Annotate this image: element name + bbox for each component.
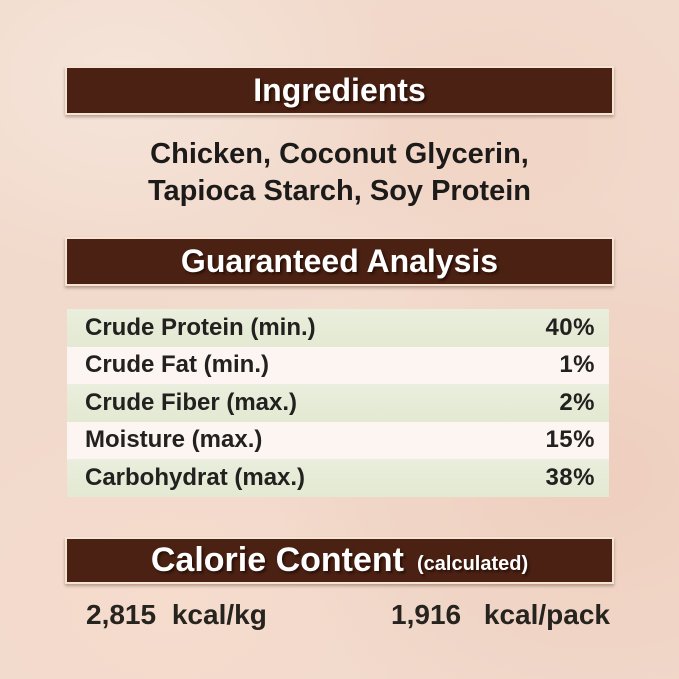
nutrient-value: 2% [559,388,595,416]
table-row [67,384,609,422]
ingredients-header-bar [65,66,614,115]
ingredients-header-title: Ingredients [253,72,426,108]
nutrient-name: Crude Protein (min.) [85,313,316,341]
kcal-per-kg [86,599,267,631]
kcal-per-kg-value: 2,815 [86,599,157,630]
calorie-content-note: (calculated) [416,553,529,575]
kcal-per-kg-unit: kcal/kg [171,599,267,630]
table-row [67,422,609,460]
ingredients-list [0,136,679,210]
nutrient-value: 1% [559,351,595,379]
table-row [67,347,609,385]
nutrient-name: Carbohydrat (max.) [85,463,306,491]
nutrient-value: 40% [545,313,595,341]
calorie-values-row [67,599,612,631]
nutrient-value: 38% [545,463,595,491]
nutrient-name: Crude Fat (min.) [85,351,269,379]
calorie-content-header-bar [65,537,614,584]
ingredients-line-1: Chicken, Coconut Glycerin, [150,138,529,170]
ingredients-line-2: Tapioca Starch, Soy Protein [147,175,531,207]
kcal-per-pack-value: 1,916 [391,599,462,630]
kcal-per-pack [391,599,610,631]
guaranteed-analysis-header-bar [65,237,614,286]
nutrient-value: 15% [545,426,595,454]
guaranteed-analysis-header-title: Guaranteed Analysis [180,243,499,279]
nutrient-name: Crude Fiber (max.) [85,388,298,416]
nutrient-name: Moisture (max.) [85,426,263,454]
table-row [67,459,609,497]
calorie-content-header-title: Calorie Content [150,541,404,579]
table-row [67,309,609,347]
kcal-per-pack-unit: kcal/pack [483,599,610,630]
guaranteed-analysis-table [67,309,609,497]
